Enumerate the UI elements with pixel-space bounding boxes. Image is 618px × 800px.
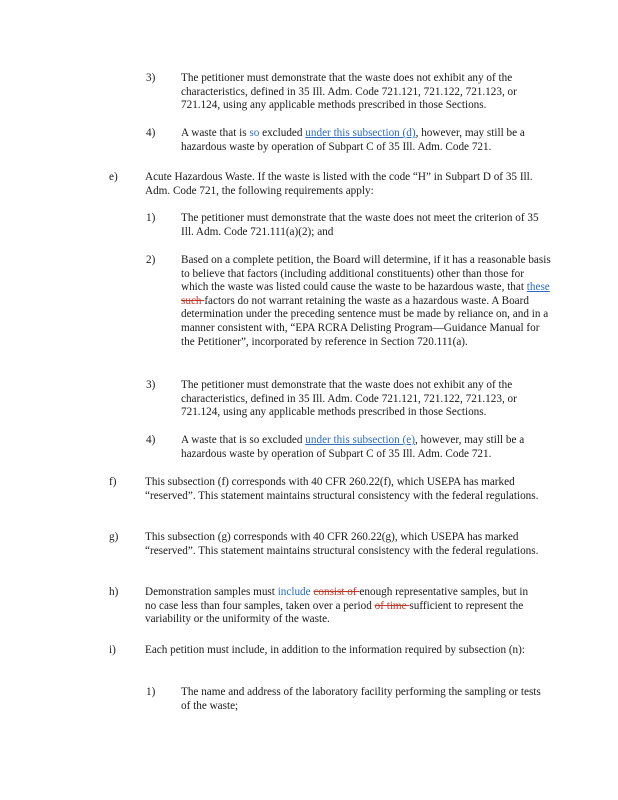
item-e2-text: [181, 254, 551, 349]
item-d4-text: [181, 127, 553, 154]
item-i1-text: The name and address of the laboratory facility performing the sampling or tests of the waste;: [181, 686, 541, 712]
item-e3-label: 3): [146, 379, 156, 391]
text-run: A waste that is so excluded: [181, 434, 306, 446]
section-g-text: This subsection (g) corresponds with 40 CFR 260.22(g), which USEPA has marked “reserved”. This statement maintains structural consistency with the federal regulations.: [145, 531, 539, 557]
inserted-text: these: [526, 281, 550, 294]
section-e-text: Acute Hazardous Waste. If the waste is listed with the code “H” in Subpart D of 35 Ill. Adm. Code 721, the following requirements apply:: [145, 171, 533, 197]
text-run: sufficient to represent the variability or the uniformity of the waste.: [145, 599, 524, 626]
deleted-text: of time: [374, 599, 410, 612]
section-i-text: Each petition must include, in addition to the information required by subsection (n):: [145, 644, 525, 656]
section-f-label: f): [109, 476, 117, 488]
inserted-text: so: [249, 127, 260, 139]
item-d4-label: 4): [146, 127, 156, 139]
inserted-text: include: [277, 586, 311, 598]
item-e3-text: The petitioner must demonstrate that the waste does not exhibit any of the characteristics, defined in 35 Ill. Adm. Code 721.121, 721.122, 721.123, or 721.124, using any applicable methods prescribed in those Sections.: [181, 379, 517, 419]
item-e4-label: 4): [146, 434, 156, 446]
section-h-text: [145, 586, 540, 627]
text-run: enough representative samples, but in no case less than four samples, taken over a period: [145, 586, 529, 612]
text-run: , however, may still be a hazardous waste by operation of Subpart C of 35 Ill. Adm. Code 721.: [181, 127, 525, 153]
section-i-label: i): [109, 644, 116, 656]
item-i1-label: 1): [146, 686, 156, 698]
inserted-text: under this subsection (d): [305, 127, 416, 139]
text-run: Based on a complete petition, the Board will determine, if it has a reasonable basis to believe that factors (including additional constituents) other than those for which the waste was listed could cause the waste to be hazardous waste, that: [181, 254, 551, 294]
item-e1-label: 1): [146, 212, 156, 224]
text-run: Demonstration samples must: [145, 586, 278, 598]
section-e-label: e): [109, 171, 118, 183]
inserted-text: under this subsection (e): [305, 434, 415, 446]
item-e1-text: The petitioner must demonstrate that the waste does not meet the criterion of 35 Ill. Adm. Code 721.111(a)(2); and: [181, 212, 539, 238]
deleted-text: consist of: [313, 586, 360, 598]
section-h-label: h): [109, 586, 119, 598]
deleted-text: such: [181, 294, 205, 307]
item-e2-label: 2): [146, 254, 156, 266]
text-run: factors do not warrant retaining the waste as a hazardous waste. A Board determination under the preceding sentence must be made by reliance on, and in a manner consistent with, “EPA RCRA Delisting Program—Guidance Manual for the Petitioner”, incorporated by reference in Section 720.111(a).: [181, 294, 549, 348]
text-run: excluded: [259, 127, 306, 139]
section-f-text: This subsection (f) corresponds with 40 CFR 260.22(f), which USEPA has marked “reserved”. This statement maintains structural consistency with the federal regulations.: [145, 476, 539, 502]
item-e4-text: [181, 434, 553, 461]
section-g-label: g): [109, 531, 119, 543]
text-run: A waste that is: [181, 127, 250, 139]
item-d3-label: 3): [146, 72, 156, 84]
text-run: , however, may still be a hazardous waste by operation of Subpart C of 35 Ill. Adm. Code 721.: [181, 434, 525, 460]
item-d3-text: The petitioner must demonstrate that the waste does not exhibit any of the characteristics, defined in 35 Ill. Adm. Code 721.121, 721.122, 721.123, or 721.124, using any applicable methods prescribed in those Sections.: [181, 72, 517, 112]
